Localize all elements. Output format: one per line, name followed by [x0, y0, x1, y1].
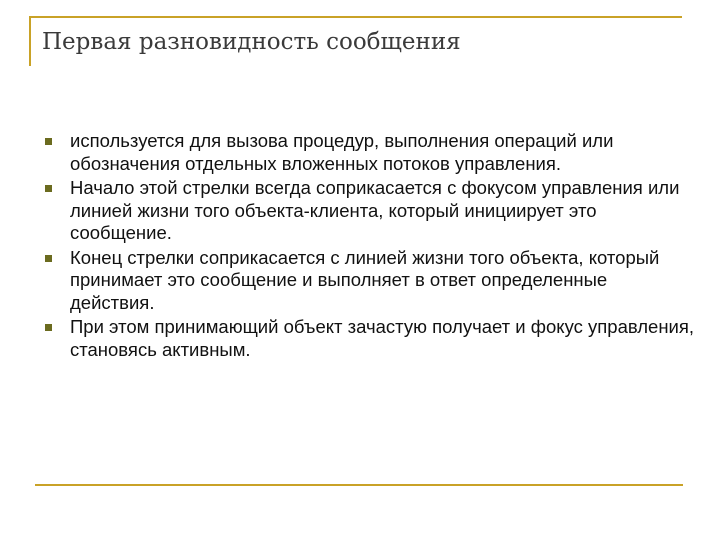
bullet-text-2: Начало этой стрелки всегда соприкасается с фокусом управления или линией жизни того объекта-клиента, который инициирует это сообщение.: [70, 177, 680, 243]
square-bullet-icon: [45, 138, 52, 145]
slide-title: Первая разновидность сообщения: [42, 29, 461, 55]
bullet-list: [45, 130, 695, 363]
bullet-text-1: используется для вызова процедур, выполнения операций или обозначения отдельных вложенных потоков управления.: [70, 130, 614, 174]
bullet-item-4: [45, 316, 695, 361]
frame-bottom-line: [35, 484, 683, 486]
bullet-item-3: [45, 247, 695, 315]
square-bullet-icon: [45, 185, 52, 192]
bullet-item-2: [45, 177, 695, 245]
square-bullet-icon: [45, 324, 52, 331]
frame-top-line: [29, 16, 682, 18]
frame-left-line: [29, 16, 31, 66]
bullet-text-3: Конец стрелки соприкасается с линией жизни того объекта, который принимает это сообщение и выполняет в ответ определенные действия.: [70, 246, 660, 313]
bullet-text-4: При этом принимающий объект зачастую получает и фокус управления, становясь активным.: [70, 316, 695, 360]
bullet-item-1: [45, 130, 695, 175]
square-bullet-icon: [45, 255, 52, 262]
